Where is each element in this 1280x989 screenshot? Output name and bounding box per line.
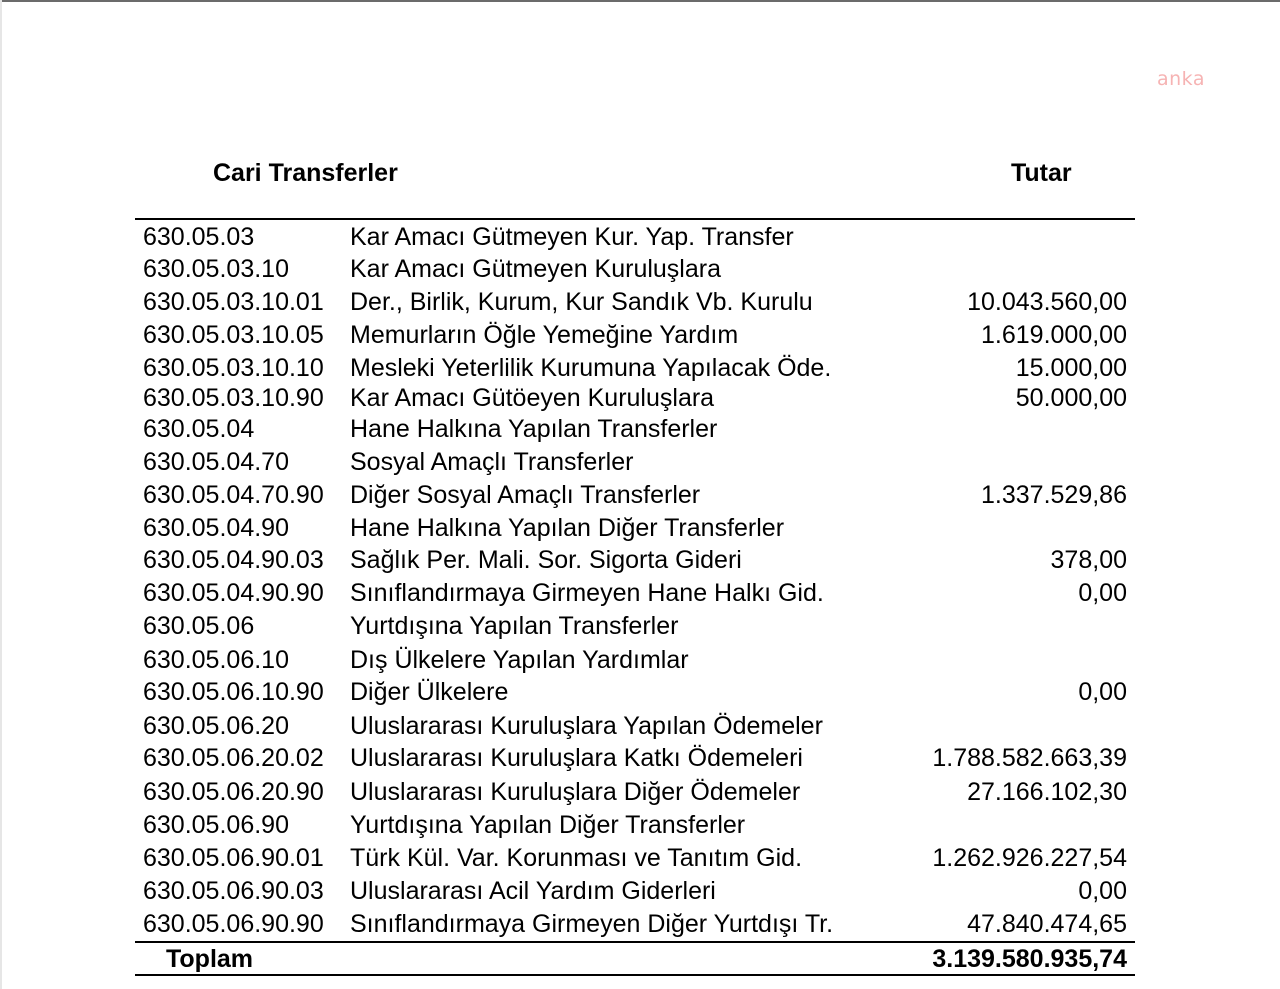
account-code: 630.05.04.90 (143, 514, 289, 542)
amount-value: 50.000,00 (1015, 384, 1127, 412)
table-row (0, 287, 1280, 317)
total-amount: 3.139.580.935,74 (932, 945, 1127, 973)
account-code: 630.05.06.20.90 (143, 778, 324, 806)
table-row (0, 447, 1280, 477)
account-description: Hane Halkına Yapılan Diğer Transferler (350, 514, 785, 542)
account-description: Sağlık Per. Mali. Sor. Sigorta Gideri (350, 546, 742, 574)
account-code: 630.05.03.10.10 (143, 354, 324, 382)
anka-watermark: anka (1157, 68, 1205, 90)
table-row (0, 677, 1280, 707)
account-code: 630.05.03.10.90 (143, 384, 324, 412)
table-row (0, 777, 1280, 807)
account-description: Uluslararası Kuruluşlara Yapılan Ödemeler (350, 712, 823, 740)
amount-value: 10.043.560,00 (967, 288, 1127, 316)
table-row (0, 414, 1280, 444)
amount-value: 1.262.926.227,54 (932, 844, 1127, 872)
table-row (0, 383, 1280, 413)
table-title: Cari Transferler (213, 159, 398, 187)
header-divider (135, 218, 1135, 220)
amount-value: 0,00 (1078, 678, 1127, 706)
account-description: Mesleki Yeterlilik Kurumuna Yapılacak Öde. (350, 354, 832, 382)
table-row (0, 909, 1280, 939)
amount-value: 27.166.102,30 (967, 778, 1127, 806)
account-description: Memurların Öğle Yemeğine Yardım (350, 321, 739, 349)
amount-value: 378,00 (1050, 546, 1127, 574)
amount-value: 0,00 (1078, 579, 1127, 607)
table-row (0, 320, 1280, 350)
account-code: 630.05.03.10 (143, 255, 289, 283)
account-code: 630.05.03.10.05 (143, 321, 324, 349)
account-code: 630.05.04 (143, 415, 255, 443)
account-description: Türk Kül. Var. Korunması ve Tanıtım Gid. (350, 844, 803, 872)
account-description: Kar Amacı Gütmeyen Kuruluşlara (350, 255, 721, 283)
table-row (0, 353, 1280, 383)
total-divider-top (135, 941, 1135, 943)
amount-column-header: Tutar (1011, 159, 1072, 187)
table-row (0, 611, 1280, 641)
account-code: 630.05.04.90.90 (143, 579, 324, 607)
top-border (0, 0, 1280, 2)
account-code: 630.05.06.90.01 (143, 844, 324, 872)
table-row (0, 645, 1280, 675)
account-description: Der., Birlik, Kurum, Kur Sandık Vb. Kurulu (350, 288, 813, 316)
total-label: Toplam (166, 945, 254, 973)
table-row (0, 254, 1280, 284)
account-description: Uluslararası Kuruluşlara Katkı Ödemeleri (350, 744, 803, 772)
table-row (0, 222, 1280, 252)
account-code: 630.05.06.10 (143, 646, 289, 674)
amount-value: 1.337.529,86 (981, 481, 1127, 509)
table-row (0, 513, 1280, 543)
account-description: Sınıflandırmaya Girmeyen Diğer Yurtdışı Tr. (350, 910, 834, 938)
total-row (0, 944, 1280, 974)
table-row (0, 480, 1280, 510)
account-description: Kar Amacı Gütöeyen Kuruluşlara (350, 384, 715, 412)
account-code: 630.05.04.70.90 (143, 481, 324, 509)
account-code: 630.05.03.10.01 (143, 288, 324, 316)
account-code: 630.05.06 (143, 612, 255, 640)
table-row (0, 876, 1280, 906)
amount-value: 1.619.000,00 (981, 321, 1127, 349)
table-row (0, 711, 1280, 741)
account-code: 630.05.06.20 (143, 712, 289, 740)
table-row (0, 578, 1280, 608)
account-description: Diğer Sosyal Amaçlı Transferler (350, 481, 701, 509)
account-description: Diğer Ülkelere (350, 678, 509, 706)
account-code: 630.05.04.70 (143, 448, 289, 476)
account-description: Uluslararası Acil Yardım Giderleri (350, 877, 716, 905)
amount-value: 15.000,00 (1015, 354, 1127, 382)
account-description: Yurtdışına Yapılan Diğer Transferler (350, 811, 746, 839)
account-description: Yurtdışına Yapılan Transferler (350, 612, 679, 640)
account-description: Hane Halkına Yapılan Transferler (350, 415, 718, 443)
account-description: Uluslararası Kuruluşlara Diğer Ödemeler (350, 778, 801, 806)
account-description: Sosyal Amaçlı Transferler (350, 448, 634, 476)
total-divider-bottom (135, 974, 1135, 976)
account-code: 630.05.03 (143, 223, 255, 251)
table-row (0, 743, 1280, 773)
table-row (0, 810, 1280, 840)
table-row (0, 843, 1280, 873)
account-description: Sınıflandırmaya Girmeyen Hane Halkı Gid. (350, 579, 824, 607)
account-code: 630.05.06.10.90 (143, 678, 324, 706)
account-code: 630.05.06.90 (143, 811, 289, 839)
account-code: 630.05.06.90.03 (143, 877, 324, 905)
amount-value: 47.840.474,65 (967, 910, 1127, 938)
account-code: 630.05.06.20.02 (143, 744, 324, 772)
amount-value: 0,00 (1078, 877, 1127, 905)
account-code: 630.05.06.90.90 (143, 910, 324, 938)
table-row (0, 545, 1280, 575)
account-description: Dış Ülkelere Yapılan Yardımlar (350, 646, 689, 674)
account-code: 630.05.04.90.03 (143, 546, 324, 574)
account-description: Kar Amacı Gütmeyen Kur. Yap. Transfer (350, 223, 794, 251)
amount-value: 1.788.582.663,39 (932, 744, 1127, 772)
